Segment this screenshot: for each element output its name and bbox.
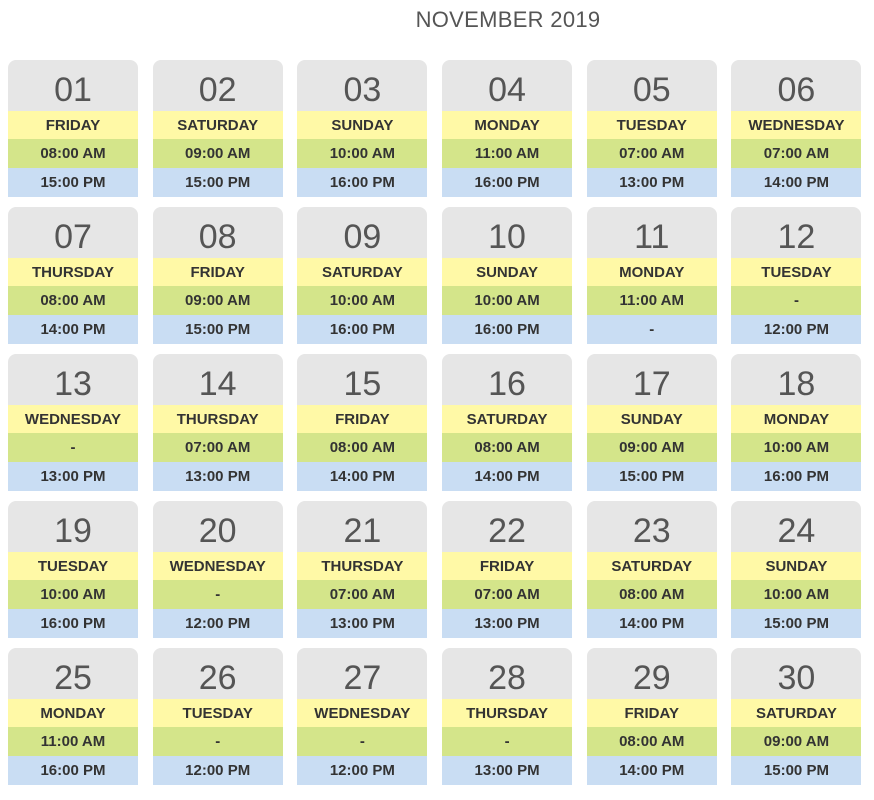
day-name: WEDNESDAY: [297, 699, 427, 728]
start-time: -: [297, 727, 427, 756]
end-time: 12:00 PM: [153, 756, 283, 785]
day-number: 19: [8, 501, 138, 552]
start-time: 07:00 AM: [442, 580, 572, 609]
day-name: SATURDAY: [442, 405, 572, 434]
end-time: 16:00 PM: [442, 315, 572, 344]
day-name: FRIDAY: [297, 405, 427, 434]
day-card: [442, 207, 572, 344]
day-number: 17: [587, 354, 717, 405]
day-card: [297, 60, 427, 197]
day-card: [442, 354, 572, 491]
day-card: [731, 354, 861, 491]
end-time: 16:00 PM: [297, 315, 427, 344]
day-number: 27: [297, 648, 427, 699]
end-time: 16:00 PM: [731, 462, 861, 491]
day-name: FRIDAY: [442, 552, 572, 581]
start-time: 10:00 AM: [731, 433, 861, 462]
start-time: 09:00 AM: [587, 433, 717, 462]
day-card: [442, 648, 572, 785]
start-time: -: [731, 286, 861, 315]
end-time: 13:00 PM: [153, 462, 283, 491]
start-time: 08:00 AM: [442, 433, 572, 462]
day-name: TUESDAY: [731, 258, 861, 287]
day-number: 12: [731, 207, 861, 258]
day-card: [297, 207, 427, 344]
day-name: SUNDAY: [297, 111, 427, 140]
start-time: 08:00 AM: [297, 433, 427, 462]
day-number: 14: [153, 354, 283, 405]
start-time: 08:00 AM: [8, 139, 138, 168]
day-name: TUESDAY: [153, 699, 283, 728]
day-name: WEDNESDAY: [153, 552, 283, 581]
day-name: FRIDAY: [8, 111, 138, 140]
end-time: 14:00 PM: [8, 315, 138, 344]
day-card: [442, 60, 572, 197]
start-time: 11:00 AM: [587, 286, 717, 315]
end-time: 15:00 PM: [8, 168, 138, 197]
end-time: 16:00 PM: [8, 756, 138, 785]
start-time: 09:00 AM: [153, 286, 283, 315]
end-time: 16:00 PM: [8, 609, 138, 638]
end-time: 14:00 PM: [587, 756, 717, 785]
day-number: 30: [731, 648, 861, 699]
day-name: THURSDAY: [8, 258, 138, 287]
day-number: 18: [731, 354, 861, 405]
day-number: 10: [442, 207, 572, 258]
day-card: [8, 648, 138, 785]
day-card: [731, 207, 861, 344]
end-time: 14:00 PM: [587, 609, 717, 638]
day-name: MONDAY: [442, 111, 572, 140]
start-time: -: [8, 433, 138, 462]
start-time: -: [153, 580, 283, 609]
day-card: [8, 60, 138, 197]
end-time: 16:00 PM: [442, 168, 572, 197]
start-time: 10:00 AM: [731, 580, 861, 609]
day-card: [153, 648, 283, 785]
end-time: 15:00 PM: [153, 168, 283, 197]
day-card: [587, 501, 717, 638]
end-time: 15:00 PM: [153, 315, 283, 344]
day-name: SATURDAY: [153, 111, 283, 140]
day-card: [297, 501, 427, 638]
day-number: 03: [297, 60, 427, 111]
day-number: 01: [8, 60, 138, 111]
day-number: 13: [8, 354, 138, 405]
start-time: 11:00 AM: [8, 727, 138, 756]
day-name: SUNDAY: [587, 405, 717, 434]
start-time: 08:00 AM: [587, 580, 717, 609]
day-card: [153, 60, 283, 197]
end-time: 14:00 PM: [442, 462, 572, 491]
start-time: -: [442, 727, 572, 756]
day-name: TUESDAY: [8, 552, 138, 581]
day-card: [8, 207, 138, 344]
start-time: -: [153, 727, 283, 756]
day-number: 05: [587, 60, 717, 111]
day-name: SATURDAY: [731, 699, 861, 728]
day-name: TUESDAY: [587, 111, 717, 140]
day-card: [297, 354, 427, 491]
end-time: 13:00 PM: [442, 609, 572, 638]
day-card: [587, 354, 717, 491]
day-number: 06: [731, 60, 861, 111]
start-time: 10:00 AM: [8, 580, 138, 609]
end-time: 14:00 PM: [731, 168, 861, 197]
end-time: 13:00 PM: [8, 462, 138, 491]
day-card: [153, 501, 283, 638]
day-card: [587, 207, 717, 344]
start-time: 09:00 AM: [153, 139, 283, 168]
day-card: [8, 501, 138, 638]
day-number: 29: [587, 648, 717, 699]
end-time: 13:00 PM: [587, 168, 717, 197]
day-name: SATURDAY: [297, 258, 427, 287]
calendar-grid: [8, 60, 861, 785]
day-number: 25: [8, 648, 138, 699]
day-name: MONDAY: [587, 258, 717, 287]
end-time: 15:00 PM: [731, 756, 861, 785]
day-number: 24: [731, 501, 861, 552]
day-number: 26: [153, 648, 283, 699]
end-time: 15:00 PM: [587, 462, 717, 491]
end-time: 14:00 PM: [297, 462, 427, 491]
day-card: [731, 648, 861, 785]
day-name: FRIDAY: [587, 699, 717, 728]
day-name: MONDAY: [8, 699, 138, 728]
start-time: 08:00 AM: [587, 727, 717, 756]
day-number: 07: [8, 207, 138, 258]
start-time: 09:00 AM: [731, 727, 861, 756]
day-number: 09: [297, 207, 427, 258]
day-name: THURSDAY: [153, 405, 283, 434]
end-time: 13:00 PM: [442, 756, 572, 785]
day-number: 21: [297, 501, 427, 552]
day-card: [587, 60, 717, 197]
day-card: [731, 60, 861, 197]
start-time: 08:00 AM: [8, 286, 138, 315]
day-number: 08: [153, 207, 283, 258]
day-name: THURSDAY: [442, 699, 572, 728]
start-time: 10:00 AM: [297, 139, 427, 168]
day-name: SUNDAY: [442, 258, 572, 287]
start-time: 07:00 AM: [731, 139, 861, 168]
day-card: [731, 501, 861, 638]
day-name: SATURDAY: [587, 552, 717, 581]
day-name: MONDAY: [731, 405, 861, 434]
day-card: [297, 648, 427, 785]
day-card: [153, 354, 283, 491]
end-time: 16:00 PM: [297, 168, 427, 197]
day-card: [442, 501, 572, 638]
day-number: 16: [442, 354, 572, 405]
day-number: 11: [587, 207, 717, 258]
end-time: 15:00 PM: [731, 609, 861, 638]
day-name: WEDNESDAY: [731, 111, 861, 140]
day-number: 22: [442, 501, 572, 552]
end-time: -: [587, 315, 717, 344]
day-number: 28: [442, 648, 572, 699]
day-number: 04: [442, 60, 572, 111]
start-time: 07:00 AM: [297, 580, 427, 609]
day-number: 23: [587, 501, 717, 552]
day-card: [8, 354, 138, 491]
day-number: 02: [153, 60, 283, 111]
start-time: 07:00 AM: [153, 433, 283, 462]
start-time: 10:00 AM: [297, 286, 427, 315]
end-time: 12:00 PM: [297, 756, 427, 785]
month-title: NOVEMBER 2019: [415, 7, 601, 32]
day-card: [153, 207, 283, 344]
day-number: 15: [297, 354, 427, 405]
end-time: 13:00 PM: [297, 609, 427, 638]
day-name: SUNDAY: [731, 552, 861, 581]
day-name: WEDNESDAY: [8, 405, 138, 434]
start-time: 10:00 AM: [442, 286, 572, 315]
day-name: THURSDAY: [297, 552, 427, 581]
start-time: 07:00 AM: [587, 139, 717, 168]
end-time: 12:00 PM: [731, 315, 861, 344]
day-name: FRIDAY: [153, 258, 283, 287]
end-time: 12:00 PM: [153, 609, 283, 638]
day-card: [587, 648, 717, 785]
start-time: 11:00 AM: [442, 139, 572, 168]
day-number: 20: [153, 501, 283, 552]
